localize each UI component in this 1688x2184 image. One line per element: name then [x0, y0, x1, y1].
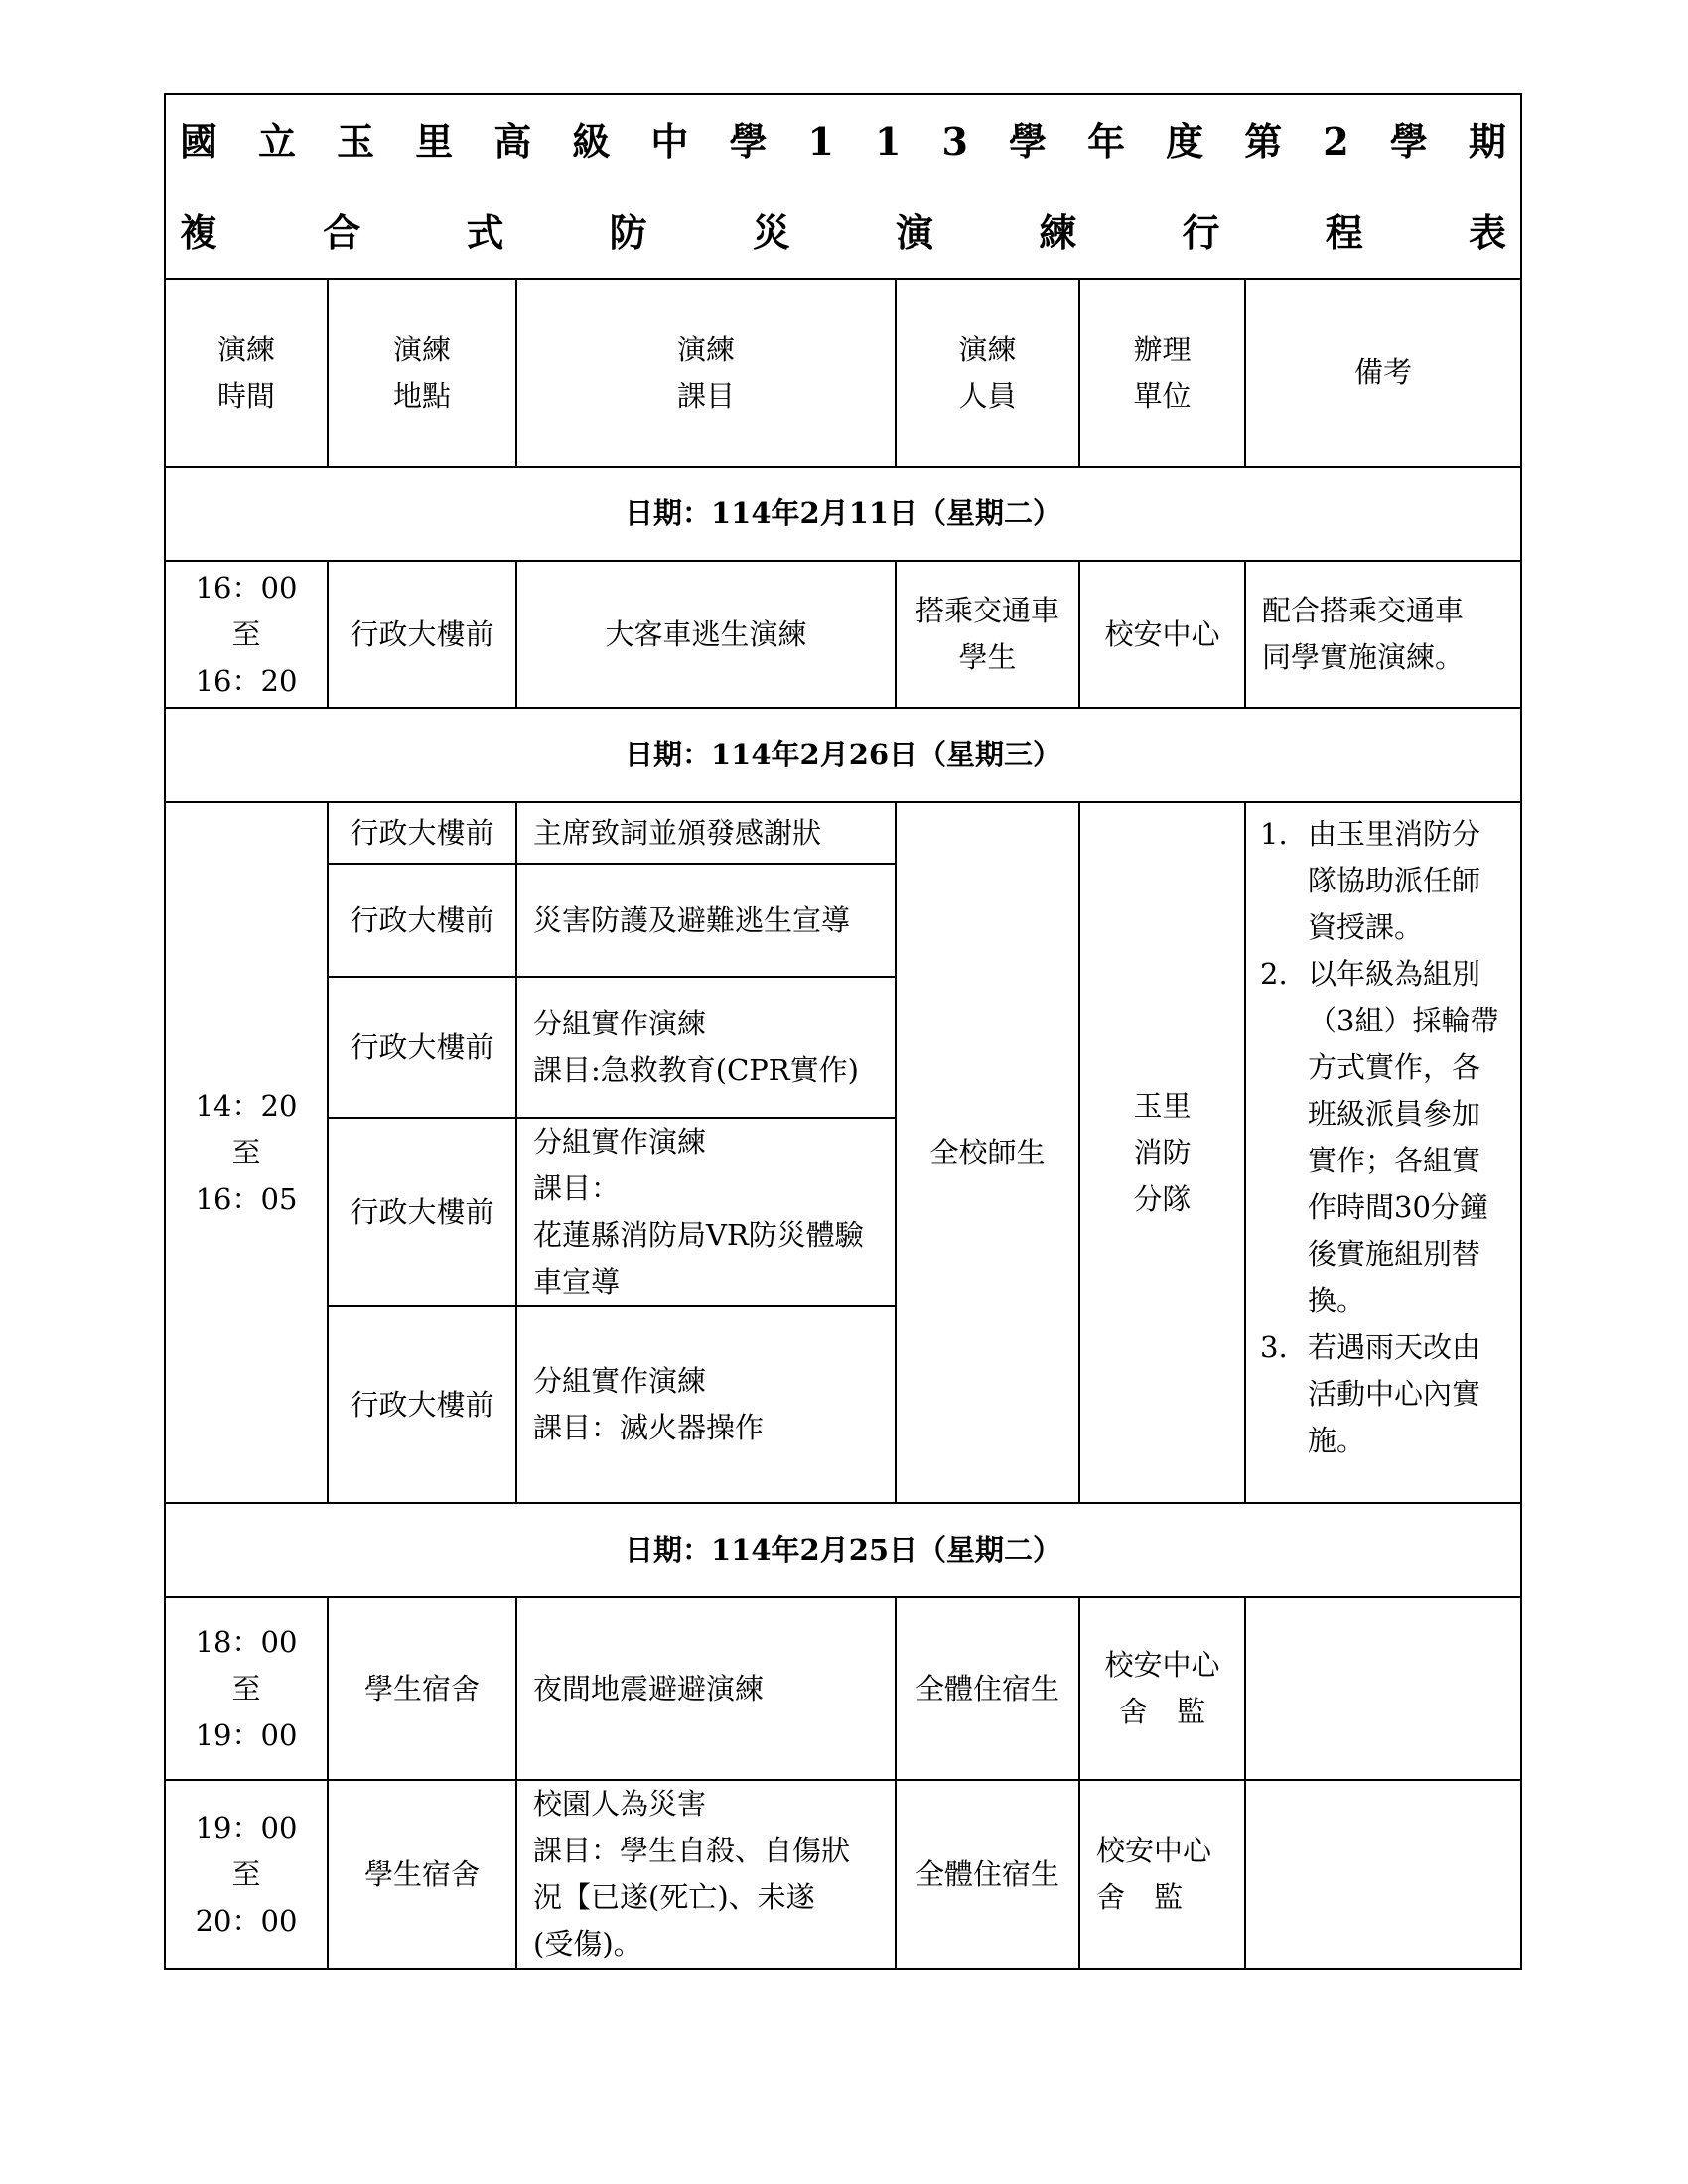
title-char: 練 — [1039, 209, 1077, 255]
drill-unit: 校安中心 舍 監 — [1079, 1597, 1245, 1780]
header-unit: 辦理 單位 — [1079, 279, 1245, 467]
drill-place: 學生宿舍 — [328, 1597, 516, 1780]
drill-subject: 分組實作演練 課目：滅火器操作 — [516, 1306, 896, 1503]
title-char: 演 — [896, 209, 934, 255]
title-char: 國 — [180, 118, 218, 164]
drill-people: 全體住宿生 — [896, 1597, 1079, 1780]
title-char: 玉 — [337, 118, 375, 164]
drill-subject: 災害防護及避難逃生宣導 — [516, 864, 896, 977]
title-char: 防 — [609, 209, 647, 255]
title-char: 2 — [1323, 118, 1349, 164]
title-char: 1 — [875, 118, 902, 164]
remark-item: 1. 由玉里消防分 隊協助派任師 資授課。 — [1260, 817, 1481, 944]
drill-unit: 校安中心 — [1079, 561, 1245, 708]
drill-place: 行政大樓前 — [328, 1306, 516, 1503]
drill-time: 14：20 至 16：05 — [165, 802, 328, 1503]
drill-place: 學生宿舍 — [328, 1780, 516, 1969]
drill-place: 行政大樓前 — [328, 802, 516, 864]
title-line-1 — [180, 95, 1506, 187]
header-time: 演練 時間 — [165, 279, 328, 467]
drill-subject: 分組實作演練 課目： 花蓮縣消防局VR防災體驗 車宣導 — [516, 1118, 896, 1306]
drill-place: 行政大樓前 — [328, 864, 516, 977]
title-char: 學 — [1389, 118, 1428, 164]
drill-time: 19：00 至 20：00 — [165, 1780, 328, 1969]
title-char: 學 — [1009, 118, 1048, 164]
drill-remarks: 配合搭乘交通車 同學實施演練。 — [1245, 561, 1521, 708]
drill-remarks — [1245, 1780, 1521, 1969]
drill-unit: 玉里 消防 分隊 — [1079, 802, 1245, 1503]
date-heading: 日期：114年2月26日（星期三） — [165, 708, 1521, 802]
title-char: 災 — [752, 209, 790, 255]
drill-remarks — [1245, 802, 1521, 1503]
title-char: 立 — [258, 118, 297, 164]
drill-people: 搭乘交通車 學生 — [896, 561, 1079, 708]
date-heading: 日期：114年2月11日（星期二） — [165, 467, 1521, 561]
drill-people: 全校師生 — [896, 802, 1079, 1503]
drill-subject: 大客車逃生演練 — [516, 561, 896, 708]
drill-place: 行政大樓前 — [328, 1118, 516, 1306]
document-title — [165, 94, 1521, 279]
title-char: 行 — [1182, 209, 1220, 255]
title-char: 高 — [493, 118, 532, 164]
drill-schedule-table — [164, 93, 1522, 1970]
header-subject: 演練 課目 — [516, 279, 896, 467]
date-heading: 日期：114年2月25日（星期二） — [165, 1503, 1521, 1597]
title-char: 年 — [1087, 118, 1126, 164]
title-char: 3 — [941, 118, 968, 164]
title-char: 期 — [1468, 118, 1506, 164]
drill-subject: 夜間地震避避演練 — [516, 1597, 896, 1780]
drill-subject: 主席致詞並頒發感謝狀 — [516, 802, 896, 864]
title-line-2 — [180, 187, 1506, 278]
remark-item: 2. 以年級為組別 （3組）採輪帶 方式實作，各 班級派員參加 實作；各組實 作時間30分鐘 後實施組別替 換。 — [1260, 957, 1499, 1317]
header-remarks: 備考 — [1245, 279, 1521, 467]
header-place: 演練 地點 — [328, 279, 516, 467]
title-char: 里 — [415, 118, 454, 164]
title-char: 表 — [1468, 209, 1506, 255]
title-char: 複 — [180, 209, 218, 255]
drill-unit: 校安中心 舍 監 — [1079, 1780, 1245, 1969]
drill-place: 行政大樓前 — [328, 561, 516, 708]
drill-time: 18：00 至 19：00 — [165, 1597, 328, 1780]
title-char: 程 — [1325, 209, 1363, 255]
title-char: 度 — [1166, 118, 1204, 164]
title-char: 1 — [807, 118, 834, 164]
drill-remarks — [1245, 1597, 1521, 1780]
drill-subject: 分組實作演練 課目:急救教育(CPR實作) — [516, 977, 896, 1118]
title-char: 中 — [650, 118, 689, 164]
title-char: 級 — [572, 118, 611, 164]
drill-subject: 校園人為災害 課目：學生自殺、自傷狀 況【已遂(死亡)、未遂 (受傷)。 — [516, 1780, 896, 1969]
drill-people: 全體住宿生 — [896, 1780, 1079, 1969]
title-char: 第 — [1244, 118, 1283, 164]
drill-time: 16：00 至 16：20 — [165, 561, 328, 708]
drill-place: 行政大樓前 — [328, 977, 516, 1118]
header-people: 演練 人員 — [896, 279, 1079, 467]
title-char: 學 — [729, 118, 768, 164]
title-char: 式 — [466, 209, 504, 255]
remark-item: 3. 若遇雨天改由 活動中心內實 施。 — [1260, 1330, 1481, 1457]
title-char: 合 — [323, 209, 361, 255]
